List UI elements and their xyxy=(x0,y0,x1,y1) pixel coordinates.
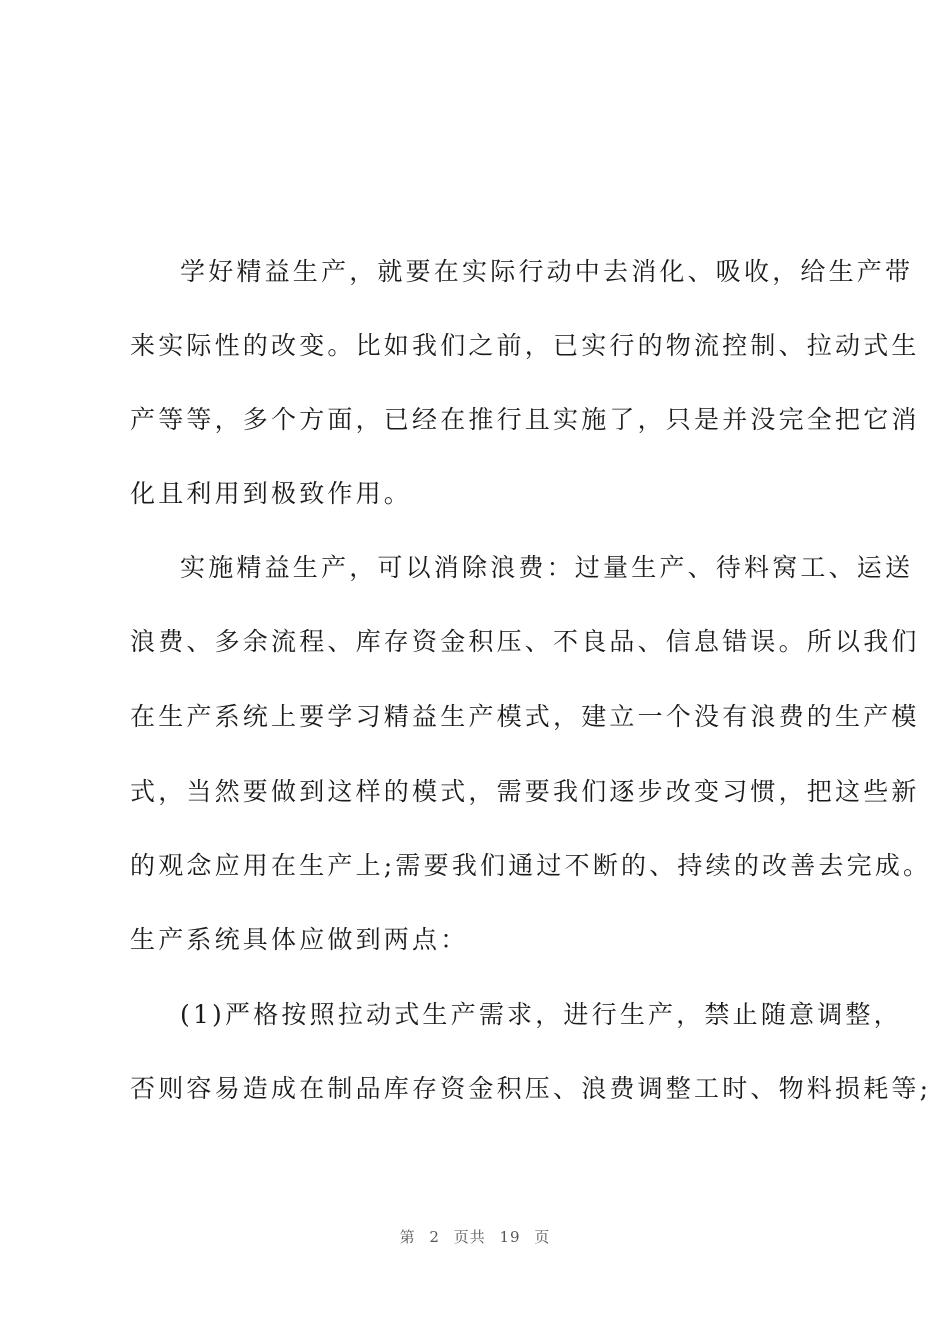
paragraph-line: (1)严格按照拉动式生产需求，进行生产，禁止随意调整， xyxy=(180,1000,902,1029)
paragraph-line: 产等等，多个方面，已经在推行且实施了，只是并没完全把它消 xyxy=(130,405,920,434)
paragraph-line: 否则容易造成在制品库存资金积压、浪费调整工时、物料损耗等; xyxy=(130,1074,932,1103)
paragraph-line: 浪费、多余流程、库存资金积压、不良品、信息错误。所以我们 xyxy=(130,627,920,656)
paragraph-line: 化且利用到极致作用。 xyxy=(130,479,413,508)
paragraph-line: 来实际性的改变。比如我们之前，已实行的物流控制、拉动式生 xyxy=(130,331,920,360)
paragraph-line: 式，当然要做到这样的模式，需要我们逐步改变习惯，把这些新 xyxy=(130,777,920,806)
paragraph-line: 学好精益生产，就要在实际行动中去消化、吸收，给生产带 xyxy=(180,257,914,286)
page-number-footer: 第 2 页共 19 页 xyxy=(399,1228,551,1246)
paragraph-line: 在生产系统上要学习精益生产模式，建立一个没有浪费的生产模 xyxy=(130,702,920,731)
paragraph-line: 的观念应用在生产上;需要我们通过不断的、持续的改善去完成。 xyxy=(130,851,932,880)
paragraph-line: 实施精益生产，可以消除浪费：过量生产、待料窝工、运送 xyxy=(180,553,914,582)
paragraph-line: 生产系统具体应做到两点： xyxy=(130,925,469,954)
